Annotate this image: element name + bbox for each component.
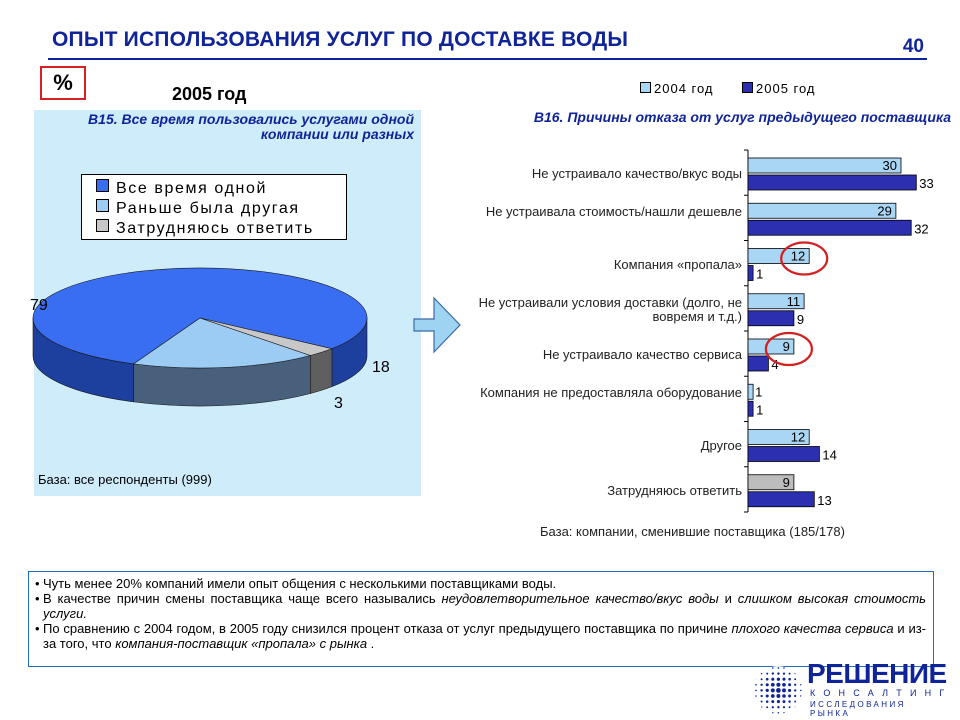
pie-chart-title: В15. Все время пользовались услугами одной компании или разных xyxy=(88,111,414,142)
logo-dot xyxy=(800,701,801,702)
logo-dot xyxy=(766,706,768,708)
logo-dot xyxy=(766,694,769,697)
note-text: и xyxy=(718,591,738,606)
logo-dot xyxy=(761,706,762,707)
summary-notes xyxy=(28,571,934,667)
bar-2005-7 xyxy=(748,492,814,507)
logo-dot xyxy=(789,712,790,713)
logo-dot xyxy=(795,667,796,668)
note-text: По сравнению с 2004 годом, в 2005 году снизился процент отказа от услуг предыдущего поставщика по причине xyxy=(43,621,732,636)
logo-dot xyxy=(760,684,762,686)
logo-dot xyxy=(761,701,763,703)
logo-dot xyxy=(800,667,801,668)
logo-dot xyxy=(767,667,768,668)
logo-dot xyxy=(772,672,774,674)
pie-legend-label-0: Все время одной xyxy=(116,180,267,197)
bar-2005-value-2: 1 xyxy=(756,266,764,282)
bar-2005-value-5: 1 xyxy=(756,402,764,418)
logo-dot xyxy=(782,688,786,692)
logo-dot xyxy=(771,700,774,703)
bar-2005-2 xyxy=(748,266,753,281)
logo-dot xyxy=(766,689,769,692)
bar-2005-value-3: 9 xyxy=(796,311,805,327)
pie-legend-label-2: Затрудняюсь ответить xyxy=(116,220,314,237)
logo-dot xyxy=(777,706,779,708)
logo-dot xyxy=(755,695,757,697)
note-item-1 xyxy=(35,591,926,621)
logo-dot xyxy=(776,688,781,693)
bar-2005-value-0: 33 xyxy=(919,176,934,191)
logo-dot xyxy=(760,695,762,697)
pie-value-label-2: 3 xyxy=(334,395,343,412)
logo-dot xyxy=(794,673,795,674)
logo-dot xyxy=(794,684,796,686)
bar-2005-1 xyxy=(748,220,911,235)
logo-dot xyxy=(800,690,802,692)
year-label: 2005 год xyxy=(172,84,247,104)
logo-dot xyxy=(777,672,779,674)
bar-chart-title: В16. Причины отказа от услуг предыдущего поставщика xyxy=(533,109,951,125)
logo-dot xyxy=(771,688,775,692)
bar-2004-value-6: 12 xyxy=(790,429,806,445)
company-logo xyxy=(750,658,953,718)
bar-2004-value-7: 9 xyxy=(782,474,790,490)
logo-dot xyxy=(767,712,768,713)
logo-dot xyxy=(776,683,780,687)
bar-2005-6 xyxy=(748,447,819,462)
bar-base-note: База: компании, сменившие поставщика (185/178) xyxy=(540,524,845,539)
logo-dot xyxy=(788,695,791,698)
logo-dot xyxy=(789,706,791,708)
logo-dot xyxy=(766,678,769,681)
logo-dot xyxy=(755,684,757,686)
bar-2004-5 xyxy=(748,384,753,399)
logo-dot xyxy=(771,678,774,681)
bar-2004-value-2: 12 xyxy=(790,248,806,264)
bar-2005-3 xyxy=(748,311,794,326)
note-text: плохого качества сервиса xyxy=(731,621,894,636)
logo-dot xyxy=(788,678,791,681)
logo-dot xyxy=(760,689,762,691)
bar-2005-5 xyxy=(748,401,753,416)
logo-dot xyxy=(782,694,786,698)
logo-dot xyxy=(776,694,780,698)
logo-dot xyxy=(782,678,785,681)
bar-2004-value-1: 29 xyxy=(877,203,892,219)
bar-2004-value-0: 30 xyxy=(882,158,897,173)
logo-dot xyxy=(778,667,780,669)
bar-legend-label-2004: 2004 год xyxy=(654,81,714,96)
logo-dot xyxy=(800,695,801,696)
logo-dot xyxy=(800,673,801,674)
logo-dot xyxy=(789,673,791,675)
logo-dot xyxy=(777,700,780,703)
bar-category-label-7: Затрудняюсь ответить xyxy=(607,482,742,498)
logo-dot xyxy=(761,673,762,674)
logo-dot xyxy=(755,690,757,692)
page-number: 40 xyxy=(902,36,924,57)
logo-dot xyxy=(772,712,773,713)
note-text: . xyxy=(367,636,375,651)
logo-dot xyxy=(771,694,775,698)
logo-dot xyxy=(795,707,796,708)
logo-subtitle-research: ИССЛЕДОВАНИЯ РЫНКА xyxy=(810,700,906,718)
logo-dot xyxy=(788,689,791,692)
logo-dot xyxy=(795,712,796,713)
logo-dot xyxy=(783,667,785,669)
logo-dot xyxy=(766,700,769,703)
bar-2005-value-1: 32 xyxy=(914,221,929,237)
logo-dot xyxy=(794,689,796,691)
note-text: и из-за того, что xyxy=(43,621,926,651)
slide-title: ОПЫТ ИСПОЛЬЗОВАНИЯ УСЛУГ ПО ДОСТАВКЕ ВОДЫ xyxy=(52,28,629,51)
bar-category-label-4: Не устраивало качество сервиса xyxy=(542,347,742,362)
bar-2005-value-7: 13 xyxy=(817,492,832,508)
logo-dot xyxy=(800,679,801,680)
bar-2004-1 xyxy=(748,203,896,218)
bar-2004-value-5: 1 xyxy=(755,384,763,400)
percent-indicator: % xyxy=(40,66,86,100)
logo-dot xyxy=(788,683,791,686)
pie-base-note: База: все респонденты (999) xyxy=(38,472,212,487)
logo-dot xyxy=(755,712,756,713)
pie-value-label-1: 18 xyxy=(372,359,390,376)
bar-2005-value-6: 14 xyxy=(822,447,837,463)
logo-dot xyxy=(800,684,801,685)
logo-dot xyxy=(755,707,756,708)
bar-category-label-1: Не устраивала стоимость/нашли дешевле xyxy=(485,204,742,220)
bar-2005-value-4: 4 xyxy=(771,357,779,372)
pie-value-label-0: 79 xyxy=(30,297,48,314)
bar-2004-0 xyxy=(748,158,901,173)
logo-dot xyxy=(794,695,796,697)
logo-dot xyxy=(783,700,786,703)
bar-category-label-0: Не устраивало качество/вкус воды xyxy=(531,166,742,181)
bar-category-label-5: Компания не предоставляла оборудование xyxy=(480,385,742,401)
bar-2005-0 xyxy=(748,175,916,190)
logo-dot xyxy=(772,667,774,669)
bar-category-label-3: Не устраивали условия доставки (долго, не вовремя и т.д.) xyxy=(478,294,742,324)
logo-dot xyxy=(771,683,775,687)
logo-dot xyxy=(772,706,774,708)
logo-dot xyxy=(761,678,763,680)
logo-dot xyxy=(800,707,801,708)
note-text: слишком высокая стоимость услуги. xyxy=(43,591,926,621)
logo-dot xyxy=(755,667,756,668)
pie-legend-label-1: Раньше была другая xyxy=(116,200,300,217)
logo-dot xyxy=(783,672,785,674)
logo-dot xyxy=(761,667,762,668)
logo-dot xyxy=(800,712,801,713)
logo-subtitle-consulting: КОНСАЛТИНГ xyxy=(810,688,953,698)
logo-dot xyxy=(794,678,796,680)
logo-dot xyxy=(755,679,756,680)
bar-legend-label-2005: 2005 год xyxy=(756,81,816,96)
logo-dot xyxy=(782,683,786,687)
logo-dot xyxy=(783,706,785,708)
logo-dot xyxy=(783,712,784,713)
bar-category-label-2: Компания «пропала» xyxy=(613,256,742,272)
logo-dot xyxy=(789,667,790,668)
note-item-0 xyxy=(35,576,926,591)
logo-dot xyxy=(778,712,780,714)
logo-globe-icon xyxy=(750,660,806,716)
bar-2005-4 xyxy=(748,356,768,371)
bar-category-label-6: Другое xyxy=(700,437,742,453)
logo-dot xyxy=(766,673,768,675)
logo-dot xyxy=(766,683,769,686)
bar-2004-value-4: 9 xyxy=(782,339,790,354)
note-text: В качестве причин смены поставщика чаще всего назывались xyxy=(43,591,442,606)
note-text: неудовлетворительное качество/вкус воды xyxy=(441,591,719,606)
logo-dot xyxy=(755,701,756,702)
bar-2004-value-3: 11 xyxy=(786,293,801,309)
logo-dot xyxy=(788,700,790,702)
note-text: компания-поставщик «пропала» с рынка xyxy=(115,636,368,651)
logo-dot xyxy=(755,673,756,674)
note-text: Чуть менее 20% компаний имели опыт общения с несколькими поставщиками воды. xyxy=(43,576,557,591)
logo-name: РЕШЕНИЕ xyxy=(807,658,947,689)
logo-dot xyxy=(761,712,762,713)
note-item-2 xyxy=(35,621,926,651)
logo-dot xyxy=(794,701,796,703)
logo-dot xyxy=(777,678,780,681)
